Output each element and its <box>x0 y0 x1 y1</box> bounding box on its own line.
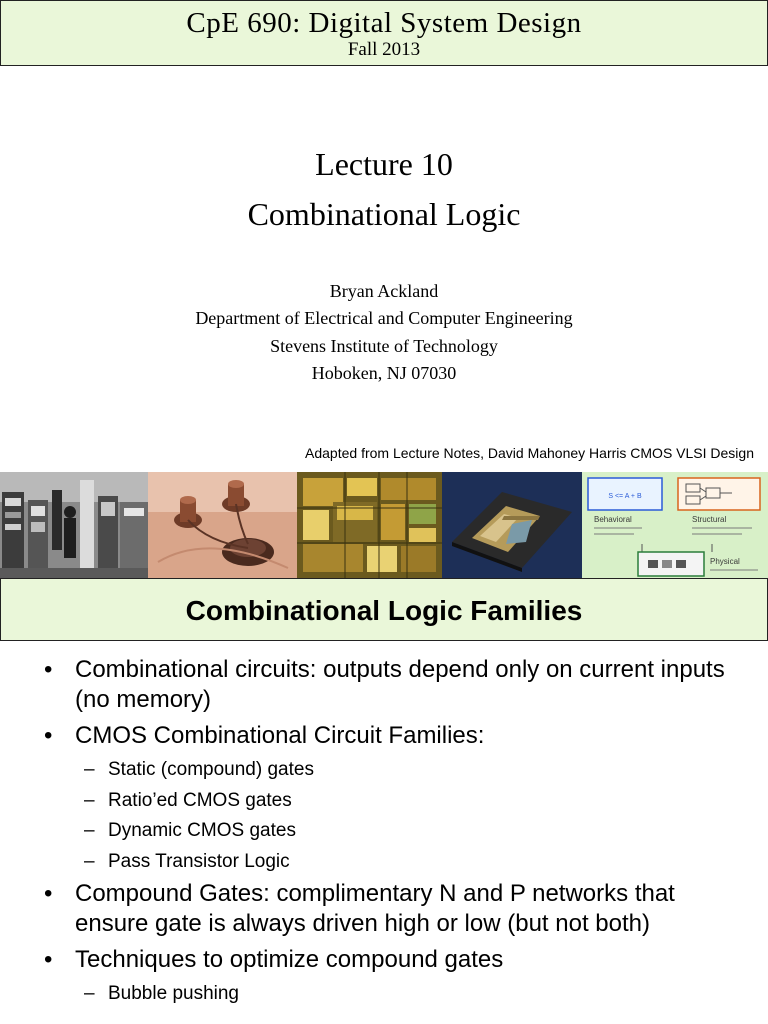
diagram-structural: Structural <box>692 515 727 524</box>
bullet-item <box>0 879 735 939</box>
bullet-dot: • <box>44 880 53 907</box>
bullet-item <box>0 655 735 715</box>
sub-bullet-dash: – <box>84 789 95 811</box>
section-header-band <box>0 578 768 641</box>
bullet-dot: • <box>44 722 53 749</box>
author-name: Bryan Ackland <box>329 281 439 301</box>
diagram-equation: S <= A + B <box>608 493 642 500</box>
section-title: Combinational Logic Families <box>185 595 583 626</box>
sub-bullet-item <box>0 981 768 1006</box>
image-strip <box>0 472 768 578</box>
sub-bullet-dash: – <box>84 820 95 841</box>
diagram-physical: Physical <box>710 557 740 566</box>
lecture-topic: Combinational Logic <box>247 196 521 232</box>
sub-bullet-item <box>0 818 768 843</box>
sub-bullet-item <box>0 757 768 782</box>
chip-layout-photo <box>297 472 442 578</box>
sub-bullet-text: Bubble pushing <box>108 983 239 1004</box>
bullet-text: Techniques to optimize compound gates <box>75 946 504 973</box>
bullet-dot: • <box>44 656 53 683</box>
sub-bullet-dash: – <box>84 983 95 1004</box>
lecture-number: Lecture 10 <box>315 146 453 182</box>
bullet-list <box>0 655 768 1012</box>
diagram-behavioral: Behavioral <box>594 515 632 524</box>
design-levels-diagram <box>582 472 768 578</box>
sub-bullet-text: Pass Transistor Logic <box>108 850 290 872</box>
header-band <box>0 0 768 66</box>
processor-package-photo <box>442 472 582 578</box>
sub-bullet-text: Ratio’ed CMOS gates <box>108 789 292 811</box>
sub-bullet-text: Dynamic CMOS gates <box>108 820 296 841</box>
sub-bullet-text: Static (compound) gates <box>108 759 314 780</box>
transistor-photo <box>148 472 297 578</box>
sub-bullet-dash: – <box>84 759 95 780</box>
bullet-text: Compound Gates: complimentary N and P networks that ensure gate is always driven high or low (but not both) <box>75 880 675 937</box>
author-address: Hoboken, NJ 07030 <box>311 363 457 383</box>
bullet-item <box>0 945 735 975</box>
course-title: CpE 690: Digital System Design <box>186 7 582 39</box>
sub-bullet-item <box>0 788 768 813</box>
early-computer-photo <box>0 472 148 578</box>
author-department: Department of Electrical and Computer Engineering <box>195 308 573 328</box>
credit-line: Adapted from Lecture Notes, David Mahoney Harris CMOS VLSI Design <box>305 445 754 461</box>
sub-bullet-dash: – <box>84 850 95 872</box>
bullet-text: CMOS Combinational Circuit Families: <box>75 722 485 749</box>
author-institution: Stevens Institute of Technology <box>270 336 498 356</box>
sub-bullet-item <box>0 849 768 874</box>
term-label: Fall 2013 <box>347 39 421 60</box>
bullet-dot: • <box>44 946 53 973</box>
bullet-text: Combinational circuits: outputs depend only on current inputs (no memory) <box>75 656 725 713</box>
bullet-item <box>0 721 735 751</box>
